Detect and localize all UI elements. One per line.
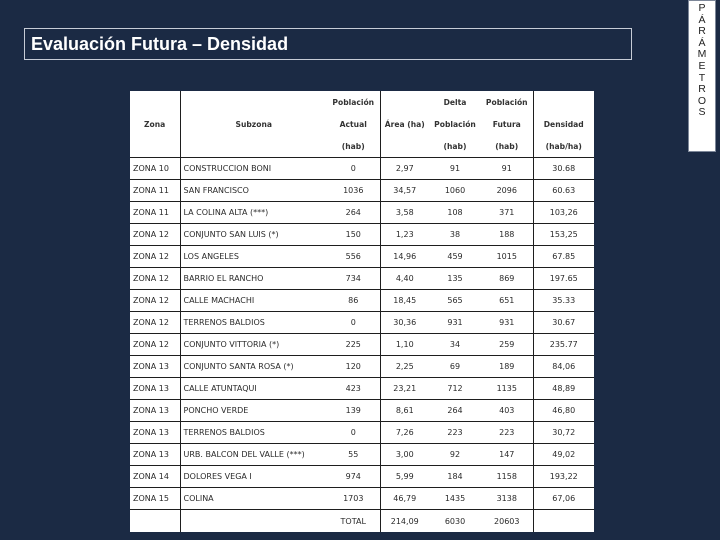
- header-delta-1: Delta: [443, 97, 467, 107]
- cell-poblacion-actual: 225: [327, 334, 380, 356]
- header-area: Área (ha): [380, 113, 429, 135]
- side-letter: Á: [698, 13, 706, 26]
- cell-poblacion-futura: 1015: [481, 246, 533, 268]
- side-letter: P: [698, 2, 706, 14]
- cell-zona: ZONA 13: [130, 378, 180, 400]
- cell-densidad: 30.68: [533, 158, 594, 180]
- table-row: [130, 246, 594, 268]
- table-row: [130, 356, 594, 378]
- cell-delta-poblacion: 931: [429, 312, 481, 334]
- cell-area: 2,25: [380, 356, 429, 378]
- table-footer: [130, 510, 594, 533]
- cell-densidad: 30,72: [533, 422, 594, 444]
- header-delta-3: (hab): [443, 141, 467, 151]
- table-row: [130, 158, 594, 180]
- cell-densidad: 235.77: [533, 334, 594, 356]
- cell-zona: ZONA 14: [130, 466, 180, 488]
- cell-area: 8,61: [380, 400, 429, 422]
- cell-delta-poblacion: 712: [429, 378, 481, 400]
- cell-densidad: 103,26: [533, 202, 594, 224]
- header-subzona: Subzona: [180, 113, 327, 135]
- total-label: TOTAL: [327, 510, 380, 533]
- cell-densidad: 35.33: [533, 290, 594, 312]
- cell-subzona: BARRIO EL RANCHO: [180, 268, 327, 290]
- cell-zona: ZONA 13: [130, 444, 180, 466]
- cell-poblacion-futura: 259: [481, 334, 533, 356]
- table-row: [130, 202, 594, 224]
- side-letter: Á: [698, 36, 706, 49]
- cell-poblacion-actual: 55: [327, 444, 380, 466]
- cell-densidad: 60.63: [533, 180, 594, 202]
- table-row: [130, 400, 594, 422]
- cell-densidad: 46,80: [533, 400, 594, 422]
- cell-zona: ZONA 15: [130, 488, 180, 510]
- cell-subzona: CONJUNTO SAN LUIS (*): [180, 224, 327, 246]
- cell-subzona: CALLE MACHACHI: [180, 290, 327, 312]
- cell-area: 14,96: [380, 246, 429, 268]
- header-zona: Zona: [144, 119, 166, 129]
- cell-subzona: DOLORES VEGA I: [180, 466, 327, 488]
- cell-zona: ZONA 13: [130, 422, 180, 444]
- table-row: [130, 378, 594, 400]
- side-letter: T: [698, 71, 706, 84]
- cell-subzona: CONJUNTO VITTORIA (*): [180, 334, 327, 356]
- header-poblacion-1: Población: [332, 97, 375, 107]
- cell-delta-poblacion: 135: [429, 268, 481, 290]
- cell-subzona: TERRENOS BALDIOS: [180, 312, 327, 334]
- cell-zona: ZONA 12: [130, 312, 180, 334]
- cell-area: 1,23: [380, 224, 429, 246]
- side-letter: E: [698, 59, 706, 72]
- cell-poblacion-actual: 423: [327, 378, 380, 400]
- header-densidad-2: (hab/ha): [533, 135, 594, 158]
- cell-delta-poblacion: 223: [429, 422, 481, 444]
- cell-densidad: 193,22: [533, 466, 594, 488]
- cell-subzona: LOS ANGELES: [180, 246, 327, 268]
- cell-subzona: CONSTRUCCION BONI: [180, 158, 327, 180]
- table-row: [130, 444, 594, 466]
- cell-poblacion-actual: 264: [327, 202, 380, 224]
- cell-delta-poblacion: 34: [429, 334, 481, 356]
- cell-poblacion-futura: 931: [481, 312, 533, 334]
- cell-subzona: SAN FRANCISCO: [180, 180, 327, 202]
- cell-area: 30,36: [380, 312, 429, 334]
- cell-subzona: CONJUNTO SANTA ROSA (*): [180, 356, 327, 378]
- cell-zona: ZONA 12: [130, 268, 180, 290]
- header-futura-3: (hab): [495, 141, 519, 151]
- cell-poblacion-futura: 188: [481, 224, 533, 246]
- cell-area: 23,21: [380, 378, 429, 400]
- cell-zona: ZONA 10: [130, 158, 180, 180]
- cell-densidad: 67,06: [533, 488, 594, 510]
- cell-delta-poblacion: 459: [429, 246, 481, 268]
- cell-zona: ZONA 13: [130, 356, 180, 378]
- total-delta: 6030: [429, 510, 481, 533]
- side-letter: R: [698, 83, 706, 96]
- cell-poblacion-actual: 86: [327, 290, 380, 312]
- cell-zona: ZONA 12: [130, 224, 180, 246]
- cell-poblacion-futura: 651: [481, 290, 533, 312]
- header-densidad-1: Densidad: [533, 113, 594, 135]
- cell-subzona: URB. BALCON DEL VALLE (***): [180, 444, 327, 466]
- cell-poblacion-futura: 371: [481, 202, 533, 224]
- cell-poblacion-futura: 189: [481, 356, 533, 378]
- cell-poblacion-actual: 974: [327, 466, 380, 488]
- cell-poblacion-actual: 150: [327, 224, 380, 246]
- cell-area: 18,45: [380, 290, 429, 312]
- slide-title-box: [24, 28, 632, 60]
- cell-subzona: TERRENOS BALDIOS: [180, 422, 327, 444]
- table-header: [130, 91, 594, 158]
- table-row: [130, 466, 594, 488]
- cell-zona: ZONA 11: [130, 180, 180, 202]
- cell-densidad: 84,06: [533, 356, 594, 378]
- cell-delta-poblacion: 69: [429, 356, 481, 378]
- header-poblacion-3: (hab): [341, 141, 365, 151]
- cell-zona: ZONA 12: [130, 334, 180, 356]
- total-futura: 20603: [481, 510, 533, 533]
- table-row: [130, 422, 594, 444]
- cell-delta-poblacion: 108: [429, 202, 481, 224]
- cell-poblacion-actual: 0: [327, 312, 380, 334]
- cell-zona: ZONA 12: [130, 246, 180, 268]
- header-delta-2: Población: [434, 119, 476, 129]
- cell-area: 4,40: [380, 268, 429, 290]
- cell-zona: ZONA 12: [130, 290, 180, 312]
- header-poblacion-2: Actual: [339, 119, 367, 129]
- cell-subzona: PONCHO VERDE: [180, 400, 327, 422]
- cell-poblacion-futura: 869: [481, 268, 533, 290]
- header-futura-1: Población: [485, 97, 528, 107]
- table-row: [130, 268, 594, 290]
- cell-poblacion-futura: 2096: [481, 180, 533, 202]
- cell-densidad: 30.67: [533, 312, 594, 334]
- cell-area: 5,99: [380, 466, 429, 488]
- side-letter: S: [698, 106, 706, 119]
- cell-subzona: LA COLINA ALTA (***): [180, 202, 327, 224]
- cell-poblacion-futura: 1135: [481, 378, 533, 400]
- density-table: [130, 91, 594, 532]
- cell-poblacion-futura: 147: [481, 444, 533, 466]
- cell-delta-poblacion: 184: [429, 466, 481, 488]
- cell-poblacion-actual: 120: [327, 356, 380, 378]
- cell-densidad: 197.65: [533, 268, 594, 290]
- cell-delta-poblacion: 91: [429, 158, 481, 180]
- cell-poblacion-actual: 0: [327, 158, 380, 180]
- cell-poblacion-futura: 403: [481, 400, 533, 422]
- cell-densidad: 48,89: [533, 378, 594, 400]
- cell-delta-poblacion: 92: [429, 444, 481, 466]
- total-row: [130, 510, 594, 533]
- cell-densidad: 153,25: [533, 224, 594, 246]
- cell-delta-poblacion: 264: [429, 400, 481, 422]
- table-body: [130, 158, 594, 510]
- cell-densidad: 67.85: [533, 246, 594, 268]
- cell-delta-poblacion: 1060: [429, 180, 481, 202]
- cell-area: 46,79: [380, 488, 429, 510]
- cell-poblacion-actual: 0: [327, 422, 380, 444]
- cell-zona: ZONA 13: [130, 400, 180, 422]
- cell-area: 3,00: [380, 444, 429, 466]
- total-area: 214,09: [380, 510, 429, 533]
- cell-delta-poblacion: 565: [429, 290, 481, 312]
- side-letter: M: [697, 48, 707, 61]
- header-futura-2: Futura: [492, 119, 521, 129]
- table-row: [130, 334, 594, 356]
- cell-poblacion-futura: 91: [481, 158, 533, 180]
- table-row: [130, 180, 594, 202]
- cell-subzona: COLINA: [180, 488, 327, 510]
- cell-poblacion-actual: 734: [327, 268, 380, 290]
- side-label-panel: [688, 0, 716, 152]
- density-table-image: [130, 91, 594, 532]
- cell-densidad: 49,02: [533, 444, 594, 466]
- cell-poblacion-futura: 1158: [481, 466, 533, 488]
- cell-area: 34,57: [380, 180, 429, 202]
- slide-title: Evaluación Futura – Densidad: [31, 33, 289, 54]
- side-letter: O: [697, 94, 707, 107]
- cell-area: 2,97: [380, 158, 429, 180]
- cell-delta-poblacion: 1435: [429, 488, 481, 510]
- cell-poblacion-actual: 1703: [327, 488, 380, 510]
- cell-area: 1,10: [380, 334, 429, 356]
- cell-poblacion-actual: 556: [327, 246, 380, 268]
- cell-poblacion-actual: 139: [327, 400, 380, 422]
- cell-poblacion-futura: 223: [481, 422, 533, 444]
- cell-zona: ZONA 11: [130, 202, 180, 224]
- cell-delta-poblacion: 38: [429, 224, 481, 246]
- table-row: [130, 290, 594, 312]
- cell-area: 3,58: [380, 202, 429, 224]
- cell-area: 7,26: [380, 422, 429, 444]
- table-row: [130, 488, 594, 510]
- table-row: [130, 224, 594, 246]
- side-letter: R: [698, 25, 706, 38]
- table-row: [130, 312, 594, 334]
- cell-subzona: CALLE ATUNTAQUI: [180, 378, 327, 400]
- cell-poblacion-futura: 3138: [481, 488, 533, 510]
- cell-poblacion-actual: 1036: [327, 180, 380, 202]
